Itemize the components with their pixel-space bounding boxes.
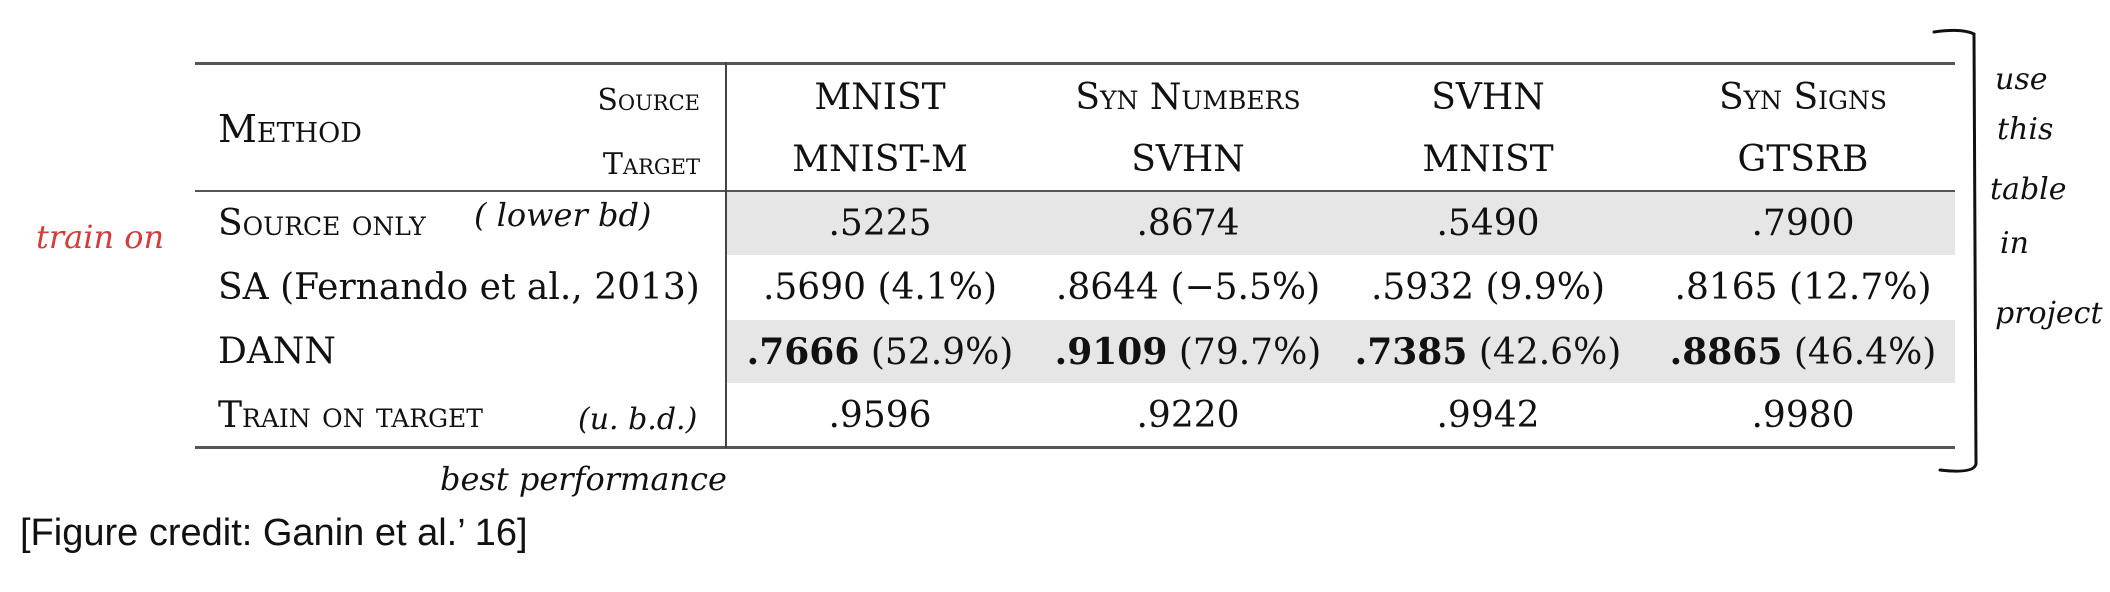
table-cell: .8644 (−5.5%): [1055, 267, 1321, 308]
table-cell: .9220: [1136, 395, 1240, 436]
bottom-rule: [195, 446, 1955, 449]
annotation-lower-bound: ( lower bd): [474, 196, 652, 234]
figure-credit: [Figure credit: Ganin et al.’ 16]: [20, 512, 528, 554]
col3-target: MNIST: [1422, 139, 1554, 180]
annotation-side-note-2: this: [1997, 112, 2054, 147]
annotation-side-note-1: use: [1995, 62, 2048, 97]
col1-target: MNIST-M: [792, 139, 968, 180]
header-method: Method: [218, 107, 362, 151]
col2-source: Syn Numbers: [1075, 77, 1301, 118]
annotation-best-performance: best performance: [440, 460, 727, 498]
col4-target: GTSRB: [1737, 139, 1869, 180]
col4-source: Syn Signs: [1719, 77, 1887, 118]
col1-source: MNIST: [814, 77, 946, 118]
col2-target: SVHN: [1131, 139, 1245, 180]
table-cell: .8865 (46.4%): [1669, 331, 1937, 373]
table-cell: .5490: [1436, 203, 1540, 244]
annotation-side-note-5: project: [1995, 296, 2103, 331]
table-cell: .9109 (79.7%): [1054, 331, 1322, 373]
header-source-label: Source: [597, 83, 700, 118]
table-cell: .5225: [828, 203, 932, 244]
table-cell: .8674: [1136, 203, 1240, 244]
header-target-label: Target: [602, 147, 700, 182]
table-cell: .7900: [1751, 203, 1855, 244]
row-dann-method: DANN: [218, 331, 336, 372]
table-cell: .8165 (12.7%): [1674, 267, 1932, 308]
table-cell: .9942: [1436, 395, 1540, 436]
row-source-only-method: Source only: [218, 203, 426, 244]
annotation-upper-bound: (u. b.d.): [578, 402, 698, 437]
table-cell: .5690 (4.1%): [762, 267, 998, 308]
annotation-side-note-4: in: [2000, 226, 2029, 261]
annotation-train-on: train on: [36, 218, 165, 256]
table-cell: .7385 (42.6%): [1354, 331, 1622, 373]
table-cell: .9596: [828, 395, 932, 436]
bracket-annotation: [1930, 24, 1990, 484]
annotation-side-note-3: table: [1990, 172, 2067, 207]
top-rule: [195, 62, 1955, 65]
row-sa-method: SA (Fernando et al., 2013): [218, 267, 700, 308]
col3-source: SVHN: [1431, 77, 1545, 118]
table-cell: .5932 (9.9%): [1370, 267, 1606, 308]
table-cell: .7666 (52.9%): [746, 331, 1014, 373]
table-cell: .9980: [1751, 395, 1855, 436]
column-divider: [725, 62, 727, 448]
row-train-target-method: Train on target: [218, 395, 483, 436]
